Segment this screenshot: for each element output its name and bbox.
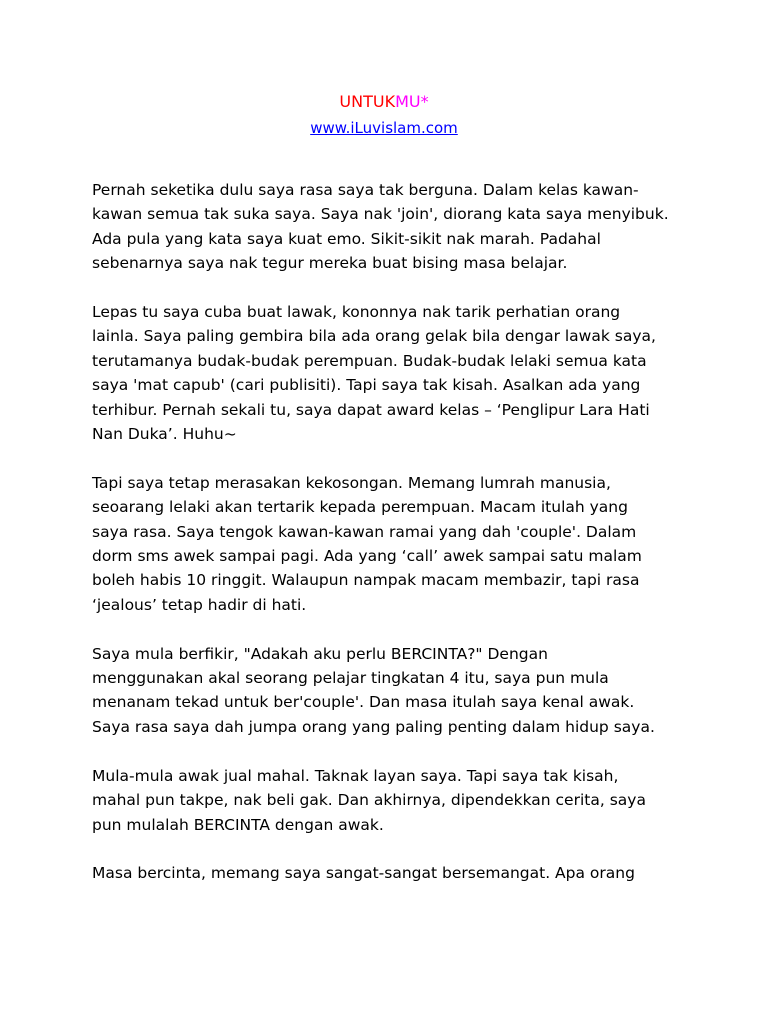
paragraph-3: Tapi saya tetap merasakan kekosongan. Memang lumrah manusia, seoarang lelaki akan tertarik kepada perempuan. Macam itulah yang saya rasa. Saya tengok kawan-kawan ramai yang dah 'couple'. Dalam dorm sms awek sampai pagi. Ada yang ‘call’ awek sampai satu malam boleh habis 10 ringgit. Walaupun nampak macam membazir, tapi rasa ‘jealous’ tetap hadir di hati.: [92, 473, 642, 614]
document-body: [92, 178, 692, 910]
paragraph-4: Saya mula berfikir, "Adakah aku perlu BERCINTA?" Dengan menggunakan akal seorang pelajar tingkatan 4 itu, saya pun mula menanam tekad untuk ber'couple'. Dan masa itulah saya kenal awak. Saya rasa saya dah jumpa orang yang paling penting dalam hidup saya.: [92, 644, 655, 736]
paragraph-5: Mula-mula awak jual mahal. Taknak layan saya. Tapi saya tak kisah, mahal pun takpe, nak beli gak. Dan akhirnya, dipendekkan cerita, saya pun mulalah BERCINTA dengan awak.: [92, 766, 646, 834]
title-mu: MU*: [395, 92, 429, 111]
paragraph-1: Pernah seketika dulu saya rasa saya tak berguna. Dalam kelas kawan- kawan semua tak suka saya. Saya nak 'join', diorang kata saya menyibuk. Ada pula yang kata saya kuat emo. Sikit-sikit nak marah. Padahal sebenarnya saya nak tegur mereka buat bising masa belajar.: [92, 181, 669, 273]
paragraph-2: Lepas tu saya cuba buat lawak, kononnya nak tarik perhatian orang lainla. Saya paling gembira bila ada orang gelak bila dengar lawak saya, terutamanya budak-budak perempuan. Budak-budak lelaki semua kata saya 'mat capub' (cari publisiti). Tapi saya tak kisah. Asalkan ada yang terhibur. Pernah sekali tu, saya dapat award kelas – ‘Penglipur Lara Hati Nan Duka’. Huhu~: [92, 303, 656, 444]
website-link[interactable]: www.iLuvislam.com: [310, 119, 458, 137]
website-link-row: [0, 118, 768, 138]
paragraph-6: Masa bercinta, memang saya sangat-sangat bersemangat. Apa orang: [92, 864, 635, 883]
title-untuk: UNTUK: [339, 92, 396, 111]
document-title: [0, 92, 768, 112]
